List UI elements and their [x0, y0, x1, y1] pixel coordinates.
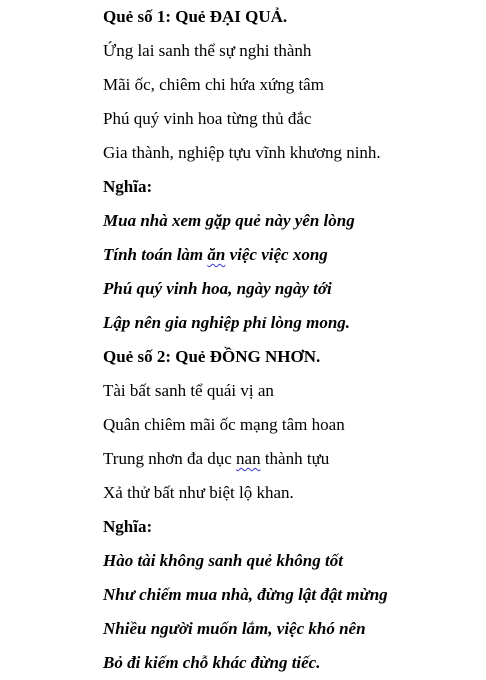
section-1-meaning-line-4: Lập nên gia nghiệp phỉ lòng mong. — [103, 313, 351, 332]
section-1-title: Quẻ số 1: Quẻ ĐẠI QUẢ. — [103, 7, 288, 26]
section-1-meaning-label: Nghĩa: — [103, 177, 153, 196]
document-body — [103, 0, 483, 680]
spellcheck-marked-word[interactable]: ăn — [207, 245, 226, 264]
section-1-verse-line-2: Mãi ốc, chiêm chi hứa xứng tâm — [103, 75, 324, 94]
section-2-meaning-label: Nghĩa: — [103, 517, 153, 536]
section-2-verse-line-2: Quân chiêm mãi ốc mạng tâm hoan — [103, 415, 345, 434]
meaning-text-before: Tính toán làm — [103, 245, 208, 264]
section-2-meaning-line-1: Hào tài không sanh quẻ không tốt — [103, 551, 343, 570]
section-2-meaning-line-4: Bỏ đi kiếm chỗ khác đừng tiếc. — [103, 653, 321, 672]
verse-text-before: Trung nhơn đa dục — [103, 449, 237, 468]
section-2-meaning-line-2: Như chiếm mua nhà, đừng lật đật mừng — [103, 585, 388, 604]
section-1-meaning-line-3: Phú quý vinh hoa, ngày ngày tới — [103, 279, 332, 298]
section-1-meaning-line-1: Mua nhà xem gặp quẻ này yên lòng — [103, 211, 355, 230]
verse-text-after: thành tựu — [260, 449, 330, 468]
spellcheck-marked-word[interactable]: nan — [236, 449, 261, 468]
section-2-title: Quẻ số 2: Quẻ ĐỒNG NHƠN. — [103, 347, 321, 366]
section-2-verse-line-3 — [103, 442, 483, 476]
section-2-verse-line-4: Xả thử bất như biệt lộ khan. — [103, 483, 294, 502]
section-1-verse-line-3: Phú quý vinh hoa từng thủ đắc — [103, 109, 312, 128]
meaning-text-after: việc việc xong — [225, 245, 328, 264]
section-1-verse-line-1: Ứng lai sanh thể sự nghi thành — [103, 41, 312, 60]
section-2-verse-line-1: Tài bất sanh tể quái vị an — [103, 381, 274, 400]
section-1-meaning-line-2 — [103, 238, 483, 272]
section-1-verse-line-4: Gia thành, nghiệp tựu vĩnh khương ninh. — [103, 143, 381, 162]
section-2-meaning-line-3: Nhiều người muốn lắm, việc khó nên — [103, 619, 366, 638]
